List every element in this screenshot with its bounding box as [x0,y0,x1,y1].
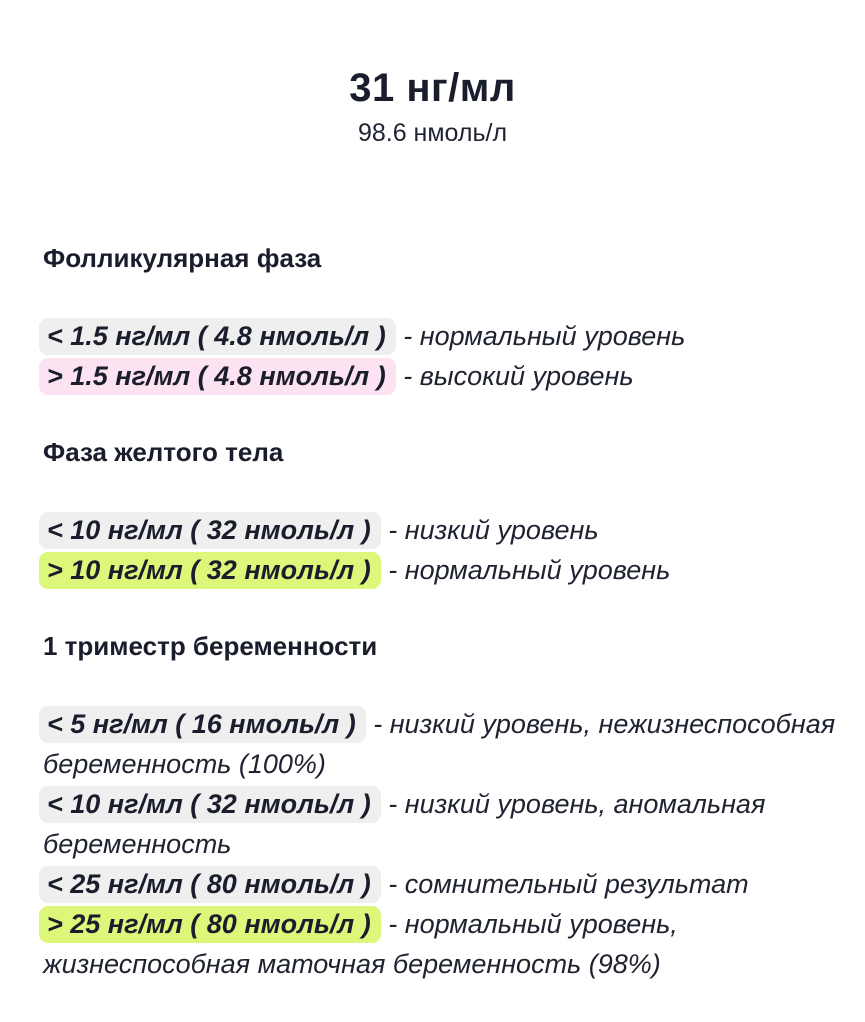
range-list [43,704,843,984]
result-value: 31 нг/мл [349,66,516,110]
section-title: Фаза желтого тела [43,437,284,467]
range-row [43,550,843,590]
range-badge-neutral: < 5 нг/мл ( 16 нмоль/л ) [39,706,366,743]
range-description: - высокий уровень [395,361,634,391]
range-row [43,864,843,904]
range-row [43,904,843,984]
range-badge-neutral: < 10 нг/мл ( 32 нмоль/л ) [39,512,381,549]
range-description: - низкий уровень [380,515,599,545]
range-row [43,704,843,784]
range-description: - низкий уровень, аномальная беременность [43,789,766,859]
range-row [43,316,843,356]
range-row [43,356,843,396]
range-badge-normal: > 25 нг/мл ( 80 нмоль/л ) [39,906,381,943]
result-converted-value: 98.6 нмоль/л [357,119,508,147]
range-description: - нормальный уровень, жизнеспособная маточная беременность (98%) [43,909,678,979]
range-description: - сомнительный результат [380,869,749,899]
section-luteal-phase [43,434,843,590]
range-description: - нормальный уровень [380,555,671,585]
section-follicular-phase [43,240,843,396]
section-title: Фолликулярная фаза [43,243,322,273]
range-badge-neutral: < 25 нг/мл ( 80 нмоль/л ) [39,866,381,903]
range-row [43,510,843,550]
reference-ranges [43,240,843,1022]
range-badge-normal: > 10 нг/мл ( 32 нмоль/л ) [39,552,381,589]
range-list [43,316,843,396]
range-description: - низкий уровень, нежизнеспособная беременность (100%) [43,709,836,779]
section-title: 1 триместр беременности [43,631,378,661]
range-row [43,784,843,864]
range-badge-neutral: < 1.5 нг/мл ( 4.8 нмоль/л ) [39,318,396,355]
section-first-trimester [43,628,843,984]
range-badge-high: > 1.5 нг/мл ( 4.8 нмоль/л ) [39,358,396,395]
range-description: - нормальный уровень [395,321,686,351]
result-header [0,62,865,150]
range-list [43,510,843,590]
range-badge-neutral: < 10 нг/мл ( 32 нмоль/л ) [39,786,381,823]
